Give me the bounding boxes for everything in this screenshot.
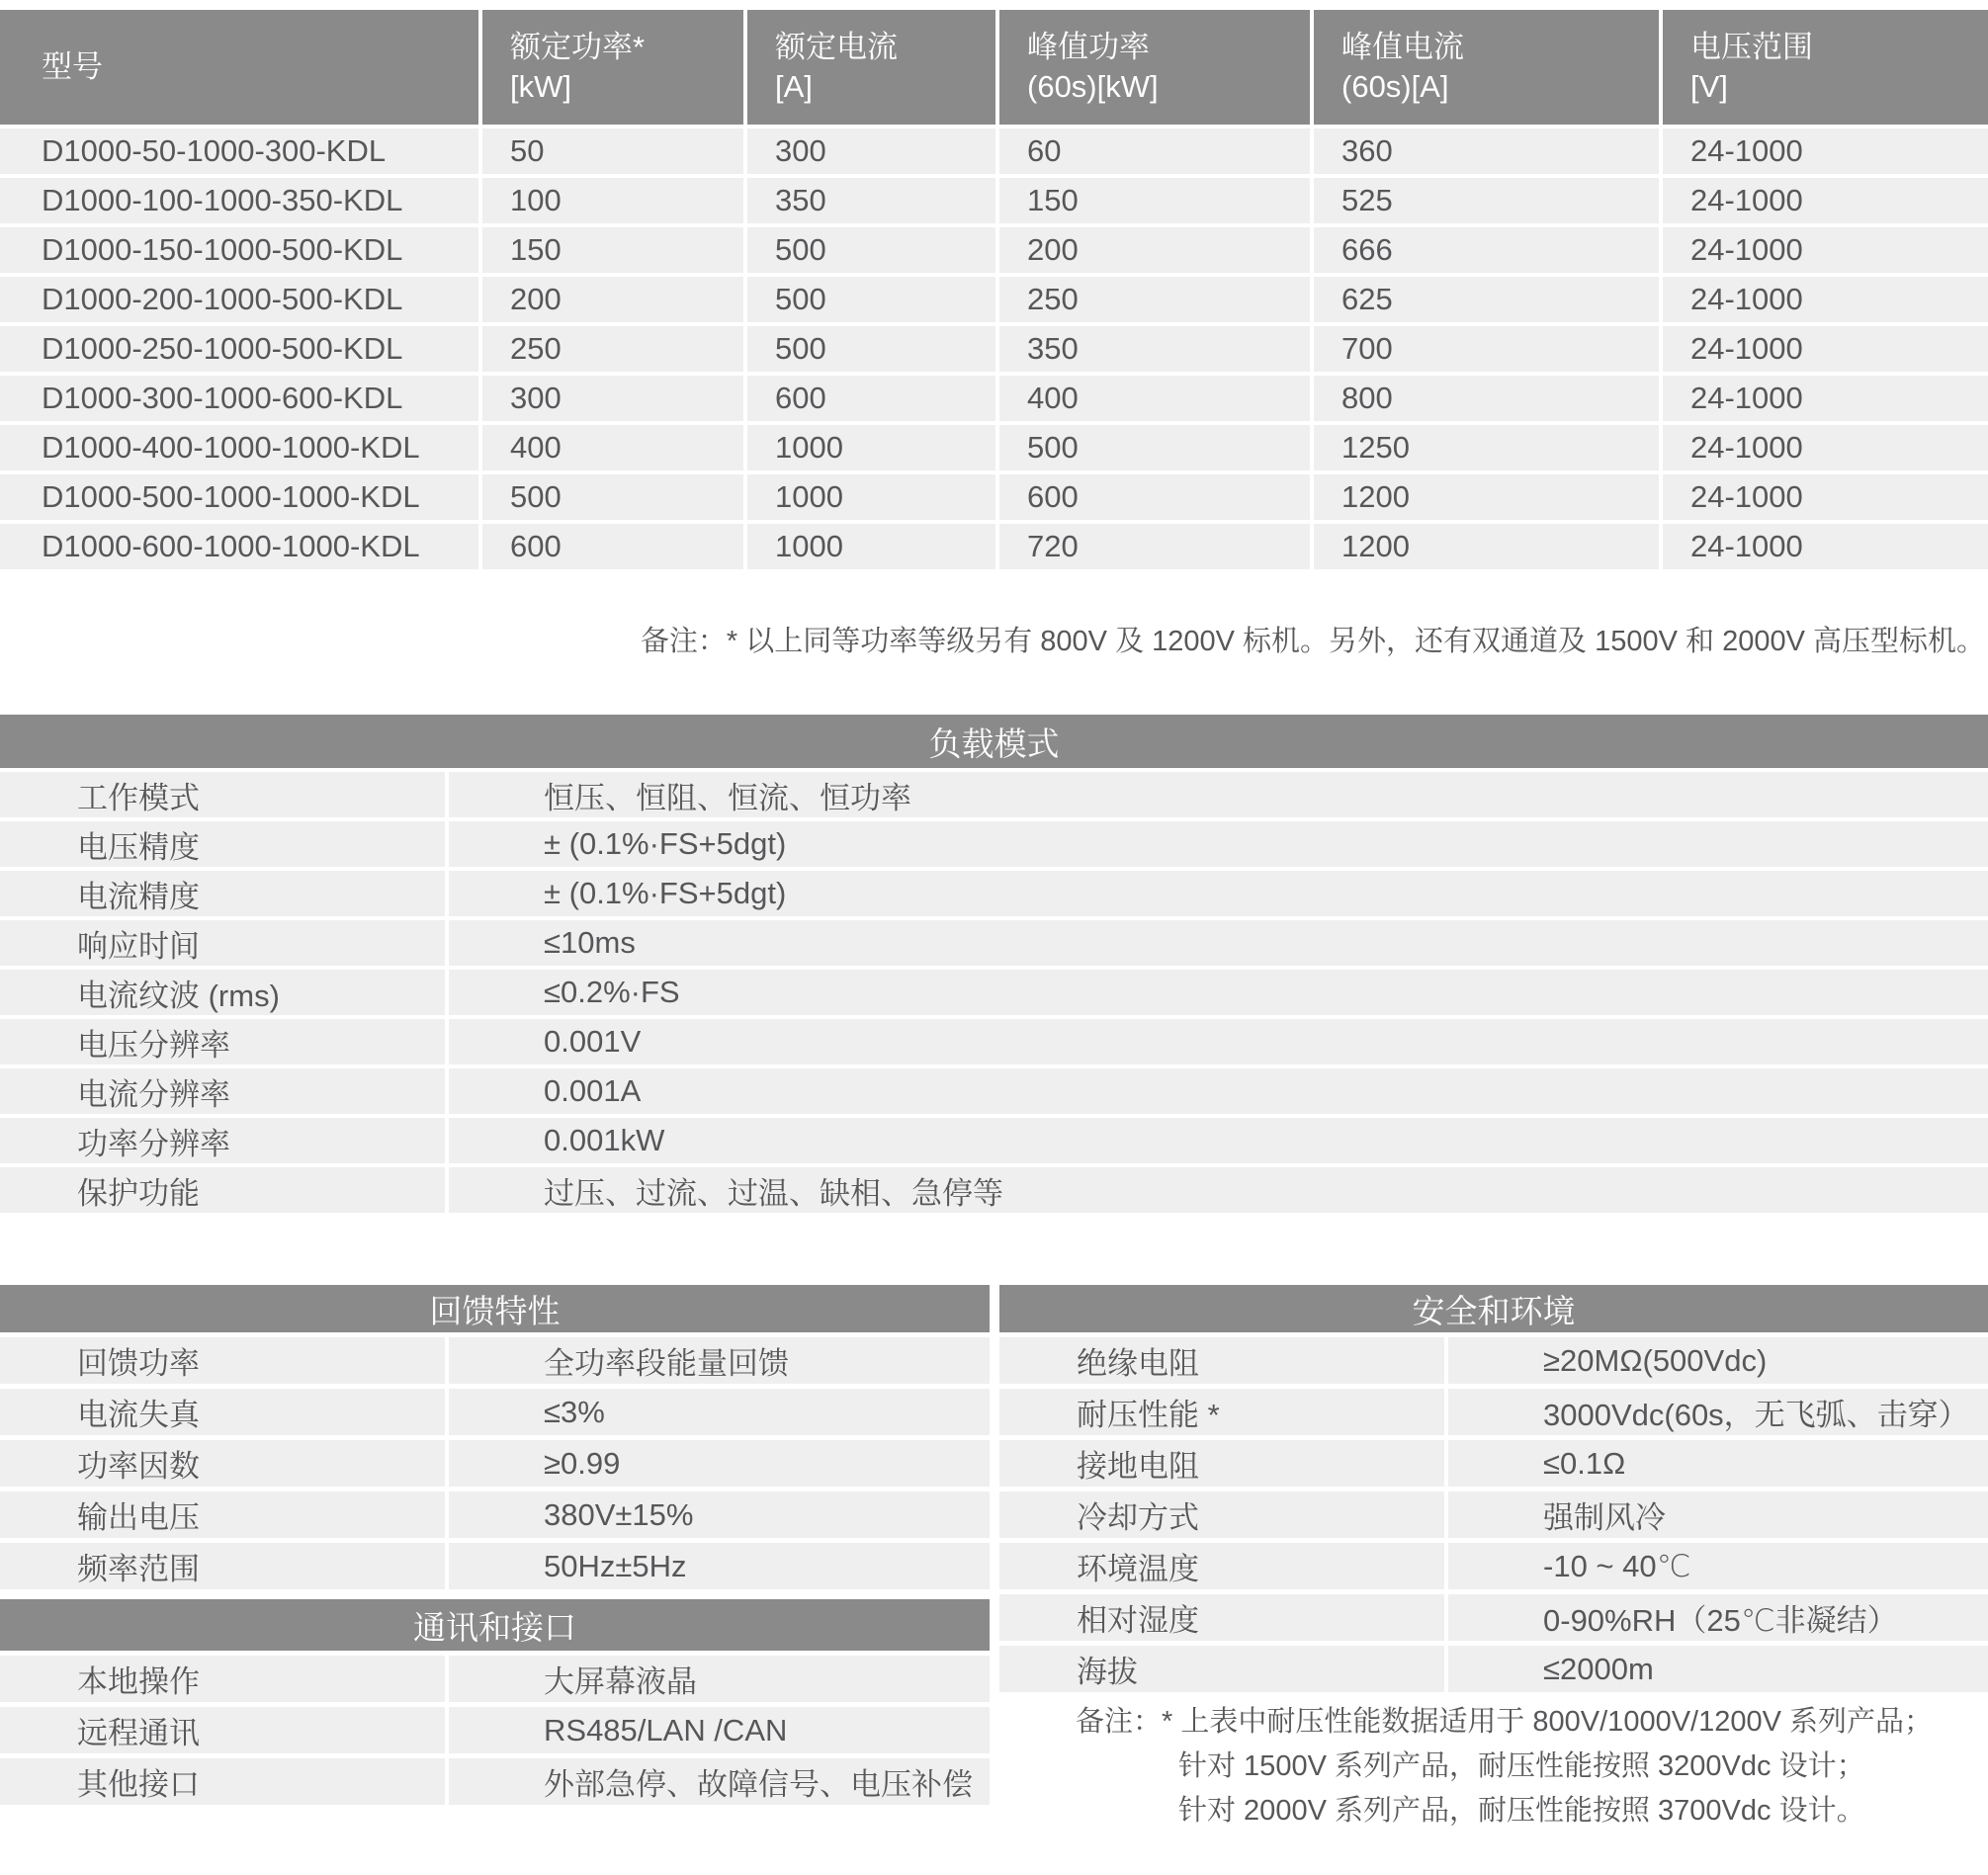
spec-value: 0-90%RH（25℃非凝结） <box>1444 1594 1988 1641</box>
header-line: 峰值功率 <box>1027 30 1150 64</box>
spec-row <box>0 1440 990 1487</box>
model-value-cell: 24-1000 <box>1659 277 1988 322</box>
model-value-cell: 500 <box>743 326 995 372</box>
feedback-rows <box>0 1332 990 1589</box>
header-cell-rated-current <box>743 10 995 125</box>
model-table-rows <box>0 128 1988 569</box>
model-value-cell: 24-1000 <box>1659 376 1988 421</box>
spec-row <box>0 1491 990 1538</box>
model-value-cell: 720 <box>995 524 1310 569</box>
model-name-cell: D1000-300-1000-600-KDL <box>42 381 403 415</box>
model-value-cell: 24-1000 <box>1659 227 1988 273</box>
header-cell-voltage-range <box>1659 10 1988 125</box>
spec-label: 本地操作 <box>77 1664 200 1699</box>
header-cell-peak-power <box>995 10 1310 125</box>
model-value-cell: 200 <box>995 227 1310 273</box>
header-line: [V] <box>1690 69 1728 104</box>
model-value-cell: 24-1000 <box>1659 524 1988 569</box>
header-line: (60s)[A] <box>1341 69 1449 104</box>
spec-row <box>0 1656 990 1702</box>
spec-row <box>999 1440 1988 1487</box>
model-table-row <box>0 524 1988 569</box>
header-line: (60s)[kW] <box>1027 69 1159 104</box>
model-value-cell: 800 <box>1310 376 1659 421</box>
spec-value: 过压、过流、过温、缺相、急停等 <box>445 1167 1988 1213</box>
spec-value: 0.001kW <box>445 1118 1988 1163</box>
model-value-cell: 700 <box>1310 326 1659 372</box>
spec-value: 外部急停、故障信号、电压补偿 <box>445 1758 990 1805</box>
model-value-cell: 400 <box>995 376 1310 421</box>
model-value-cell: 24-1000 <box>1659 474 1988 520</box>
model-value-cell: 400 <box>478 425 743 470</box>
spec-value: -10 ~ 40℃ <box>1444 1543 1988 1589</box>
model-value-cell: 150 <box>478 227 743 273</box>
spec-label: 功率分辨率 <box>77 1126 230 1161</box>
spec-row <box>0 1337 990 1384</box>
spec-label: 环境温度 <box>1077 1552 1199 1586</box>
model-table-header <box>0 10 1988 125</box>
model-name-cell: D1000-400-1000-1000-KDL <box>42 430 420 465</box>
model-value-cell: 60 <box>995 128 1310 174</box>
model-table-row <box>0 227 1988 273</box>
header-line: 型号 <box>42 49 103 84</box>
header-cell-model <box>0 10 478 125</box>
model-value-cell: 1250 <box>1310 425 1659 470</box>
spec-value: 强制风冷 <box>1444 1491 1988 1538</box>
section-bar-comm <box>0 1599 990 1651</box>
spec-label: 工作模式 <box>77 780 200 815</box>
spec-value: ± (0.1%·FS+5dgt) <box>445 871 1988 916</box>
model-value-cell: 24-1000 <box>1659 178 1988 223</box>
spec-label: 回馈功率 <box>77 1346 200 1381</box>
model-value-cell: 250 <box>478 326 743 372</box>
spec-value: 大屏幕液晶 <box>445 1656 990 1702</box>
spec-label: 相对湿度 <box>1077 1603 1199 1638</box>
safety-footnote <box>1076 1700 1933 1833</box>
model-name-cell: D1000-50-1000-300-KDL <box>42 133 387 168</box>
spec-row <box>0 1019 1988 1065</box>
header-line: 额定功率* <box>510 30 646 64</box>
model-table-row <box>0 128 1988 174</box>
spec-row <box>999 1646 1988 1692</box>
model-name-cell: D1000-500-1000-1000-KDL <box>42 479 420 514</box>
spec-label: 频率范围 <box>77 1552 200 1586</box>
model-table-row <box>0 178 1988 223</box>
spec-label: 电流分辨率 <box>77 1076 230 1112</box>
model-table-row <box>0 376 1988 421</box>
footnote-line: 针对 2000V 系列产品，耐压性能按照 3700Vdc 设计。 <box>1178 1795 1865 1827</box>
spec-row <box>0 1758 990 1805</box>
spec-row <box>999 1491 1988 1538</box>
model-value-cell: 250 <box>995 277 1310 322</box>
section-title: 安全和环境 <box>1412 1292 1576 1329</box>
footnote-line: 备注：* 上表中耐压性能数据适用于 800V/1000V/1200V 系列产品； <box>1076 1706 1934 1738</box>
spec-row <box>0 1118 1988 1163</box>
spec-label: 冷却方式 <box>1077 1500 1199 1535</box>
model-value-cell: 300 <box>478 376 743 421</box>
spec-row <box>999 1543 1988 1589</box>
spec-label: 接地电阻 <box>1077 1449 1199 1484</box>
spec-value: 380V±15% <box>445 1491 990 1538</box>
spec-value: ≤2000m <box>1444 1646 1988 1692</box>
spec-row <box>0 772 1988 817</box>
spec-row <box>0 1707 990 1753</box>
model-table-row <box>0 425 1988 470</box>
model-value-cell: 500 <box>995 425 1310 470</box>
spec-value: ≤10ms <box>445 920 1988 966</box>
model-table-row <box>0 326 1988 372</box>
spec-label: 远程通讯 <box>77 1716 200 1750</box>
footnote-line: 针对 1500V 系列产品，耐压性能按照 3200Vdc 设计； <box>1178 1750 1865 1782</box>
model-spec-table <box>0 10 1988 569</box>
model-value-cell: 24-1000 <box>1659 128 1988 174</box>
spec-row <box>0 1389 990 1435</box>
spec-label: 功率因数 <box>77 1449 200 1484</box>
header-line: 额定电流 <box>775 30 898 64</box>
model-value-cell: 50 <box>478 128 743 174</box>
model-value-cell: 1000 <box>743 474 995 520</box>
spec-value: ≥20MΩ(500Vdc) <box>1444 1337 1988 1384</box>
spec-value: ≤3% <box>445 1389 990 1435</box>
section-bar-load-mode <box>0 715 1988 768</box>
spec-label: 输出电压 <box>77 1500 200 1535</box>
model-value-cell: 350 <box>995 326 1310 372</box>
model-name-cell: D1000-250-1000-500-KDL <box>42 331 403 366</box>
model-table-row <box>0 474 1988 520</box>
model-value-cell: 1000 <box>743 524 995 569</box>
model-name-cell: D1000-150-1000-500-KDL <box>42 232 403 267</box>
model-value-cell: 1200 <box>1310 524 1659 569</box>
spec-row <box>999 1337 1988 1384</box>
spec-label: 响应时间 <box>77 928 200 964</box>
load-mode-rows <box>0 768 1988 1213</box>
section-title: 负载模式 <box>928 724 1060 762</box>
section-title: 回馈特性 <box>429 1292 561 1329</box>
model-value-cell: 600 <box>478 524 743 569</box>
header-cell-peak-current <box>1310 10 1659 125</box>
spec-value: RS485/LAN /CAN <box>445 1707 990 1753</box>
spec-label: 电压精度 <box>77 829 200 865</box>
model-value-cell: 600 <box>743 376 995 421</box>
spec-row <box>0 970 1988 1015</box>
model-value-cell: 24-1000 <box>1659 425 1988 470</box>
spec-label: 保护功能 <box>77 1175 200 1211</box>
header-line: 峰值电流 <box>1341 30 1464 64</box>
model-value-cell: 1200 <box>1310 474 1659 520</box>
spec-row <box>0 920 1988 966</box>
model-value-cell: 100 <box>478 178 743 223</box>
model-value-cell: 1000 <box>743 425 995 470</box>
spec-row <box>999 1594 1988 1641</box>
model-table-row <box>0 277 1988 322</box>
model-value-cell: 200 <box>478 277 743 322</box>
header-line: [kW] <box>510 69 571 104</box>
spec-label: 电流纹波 (rms) <box>77 978 280 1013</box>
spec-row <box>999 1389 1988 1435</box>
model-value-cell: 24-1000 <box>1659 326 1988 372</box>
spec-value: 3000Vdc(60s，无飞弧、击穿） <box>1444 1389 1988 1435</box>
model-value-cell: 666 <box>1310 227 1659 273</box>
spec-label: 海拔 <box>1077 1655 1138 1689</box>
model-value-cell: 500 <box>478 474 743 520</box>
spec-label: 电压分辨率 <box>77 1027 230 1063</box>
spec-value: 50Hz±5Hz <box>445 1543 990 1589</box>
section-bar-safety <box>999 1285 1988 1332</box>
section-bar-feedback <box>0 1285 990 1332</box>
model-value-cell: 525 <box>1310 178 1659 223</box>
spec-label: 电流精度 <box>77 879 200 914</box>
spec-row <box>0 1167 1988 1213</box>
model-value-cell: 360 <box>1310 128 1659 174</box>
model-value-cell: 300 <box>743 128 995 174</box>
header-line: 电压范围 <box>1690 30 1813 64</box>
spec-value: 全功率段能量回馈 <box>445 1337 990 1384</box>
model-table-footnote: 备注：* 以上同等功率等级另有 800V 及 1200V 标机。另外，还有双通道及 1500V 和 2000V 高压型标机。 <box>640 626 1985 657</box>
model-value-cell: 500 <box>743 227 995 273</box>
spec-row <box>0 1068 1988 1114</box>
model-value-cell: 150 <box>995 178 1310 223</box>
safety-rows <box>999 1332 1988 1692</box>
spec-label: 其他接口 <box>77 1767 200 1802</box>
section-title: 通讯和接口 <box>413 1608 576 1646</box>
comm-rows <box>0 1651 990 1805</box>
spec-row <box>0 821 1988 867</box>
header-line: [A] <box>775 69 813 104</box>
spec-value: ≥0.99 <box>445 1440 990 1487</box>
spec-value: 0.001A <box>445 1068 1988 1114</box>
spec-value: ≤0.1Ω <box>1444 1440 1988 1487</box>
spec-label: 绝缘电阻 <box>1077 1346 1199 1381</box>
spec-label: 电流失真 <box>77 1398 200 1432</box>
spec-value: 恒压、恒阻、恒流、恒功率 <box>445 772 1988 817</box>
spec-row <box>0 871 1988 916</box>
spec-row <box>0 1543 990 1589</box>
model-value-cell: 500 <box>743 277 995 322</box>
spec-label: 耐压性能 * <box>1077 1398 1220 1432</box>
model-name-cell: D1000-200-1000-500-KDL <box>42 282 403 316</box>
spec-value: 0.001V <box>445 1019 1988 1065</box>
model-value-cell: 625 <box>1310 277 1659 322</box>
model-name-cell: D1000-600-1000-1000-KDL <box>42 529 420 563</box>
spec-value: ± (0.1%·FS+5dgt) <box>445 821 1988 867</box>
model-value-cell: 350 <box>743 178 995 223</box>
model-name-cell: D1000-100-1000-350-KDL <box>42 183 403 217</box>
header-cell-rated-power <box>478 10 743 125</box>
model-value-cell: 600 <box>995 474 1310 520</box>
spec-value: ≤0.2%·FS <box>445 970 1988 1015</box>
